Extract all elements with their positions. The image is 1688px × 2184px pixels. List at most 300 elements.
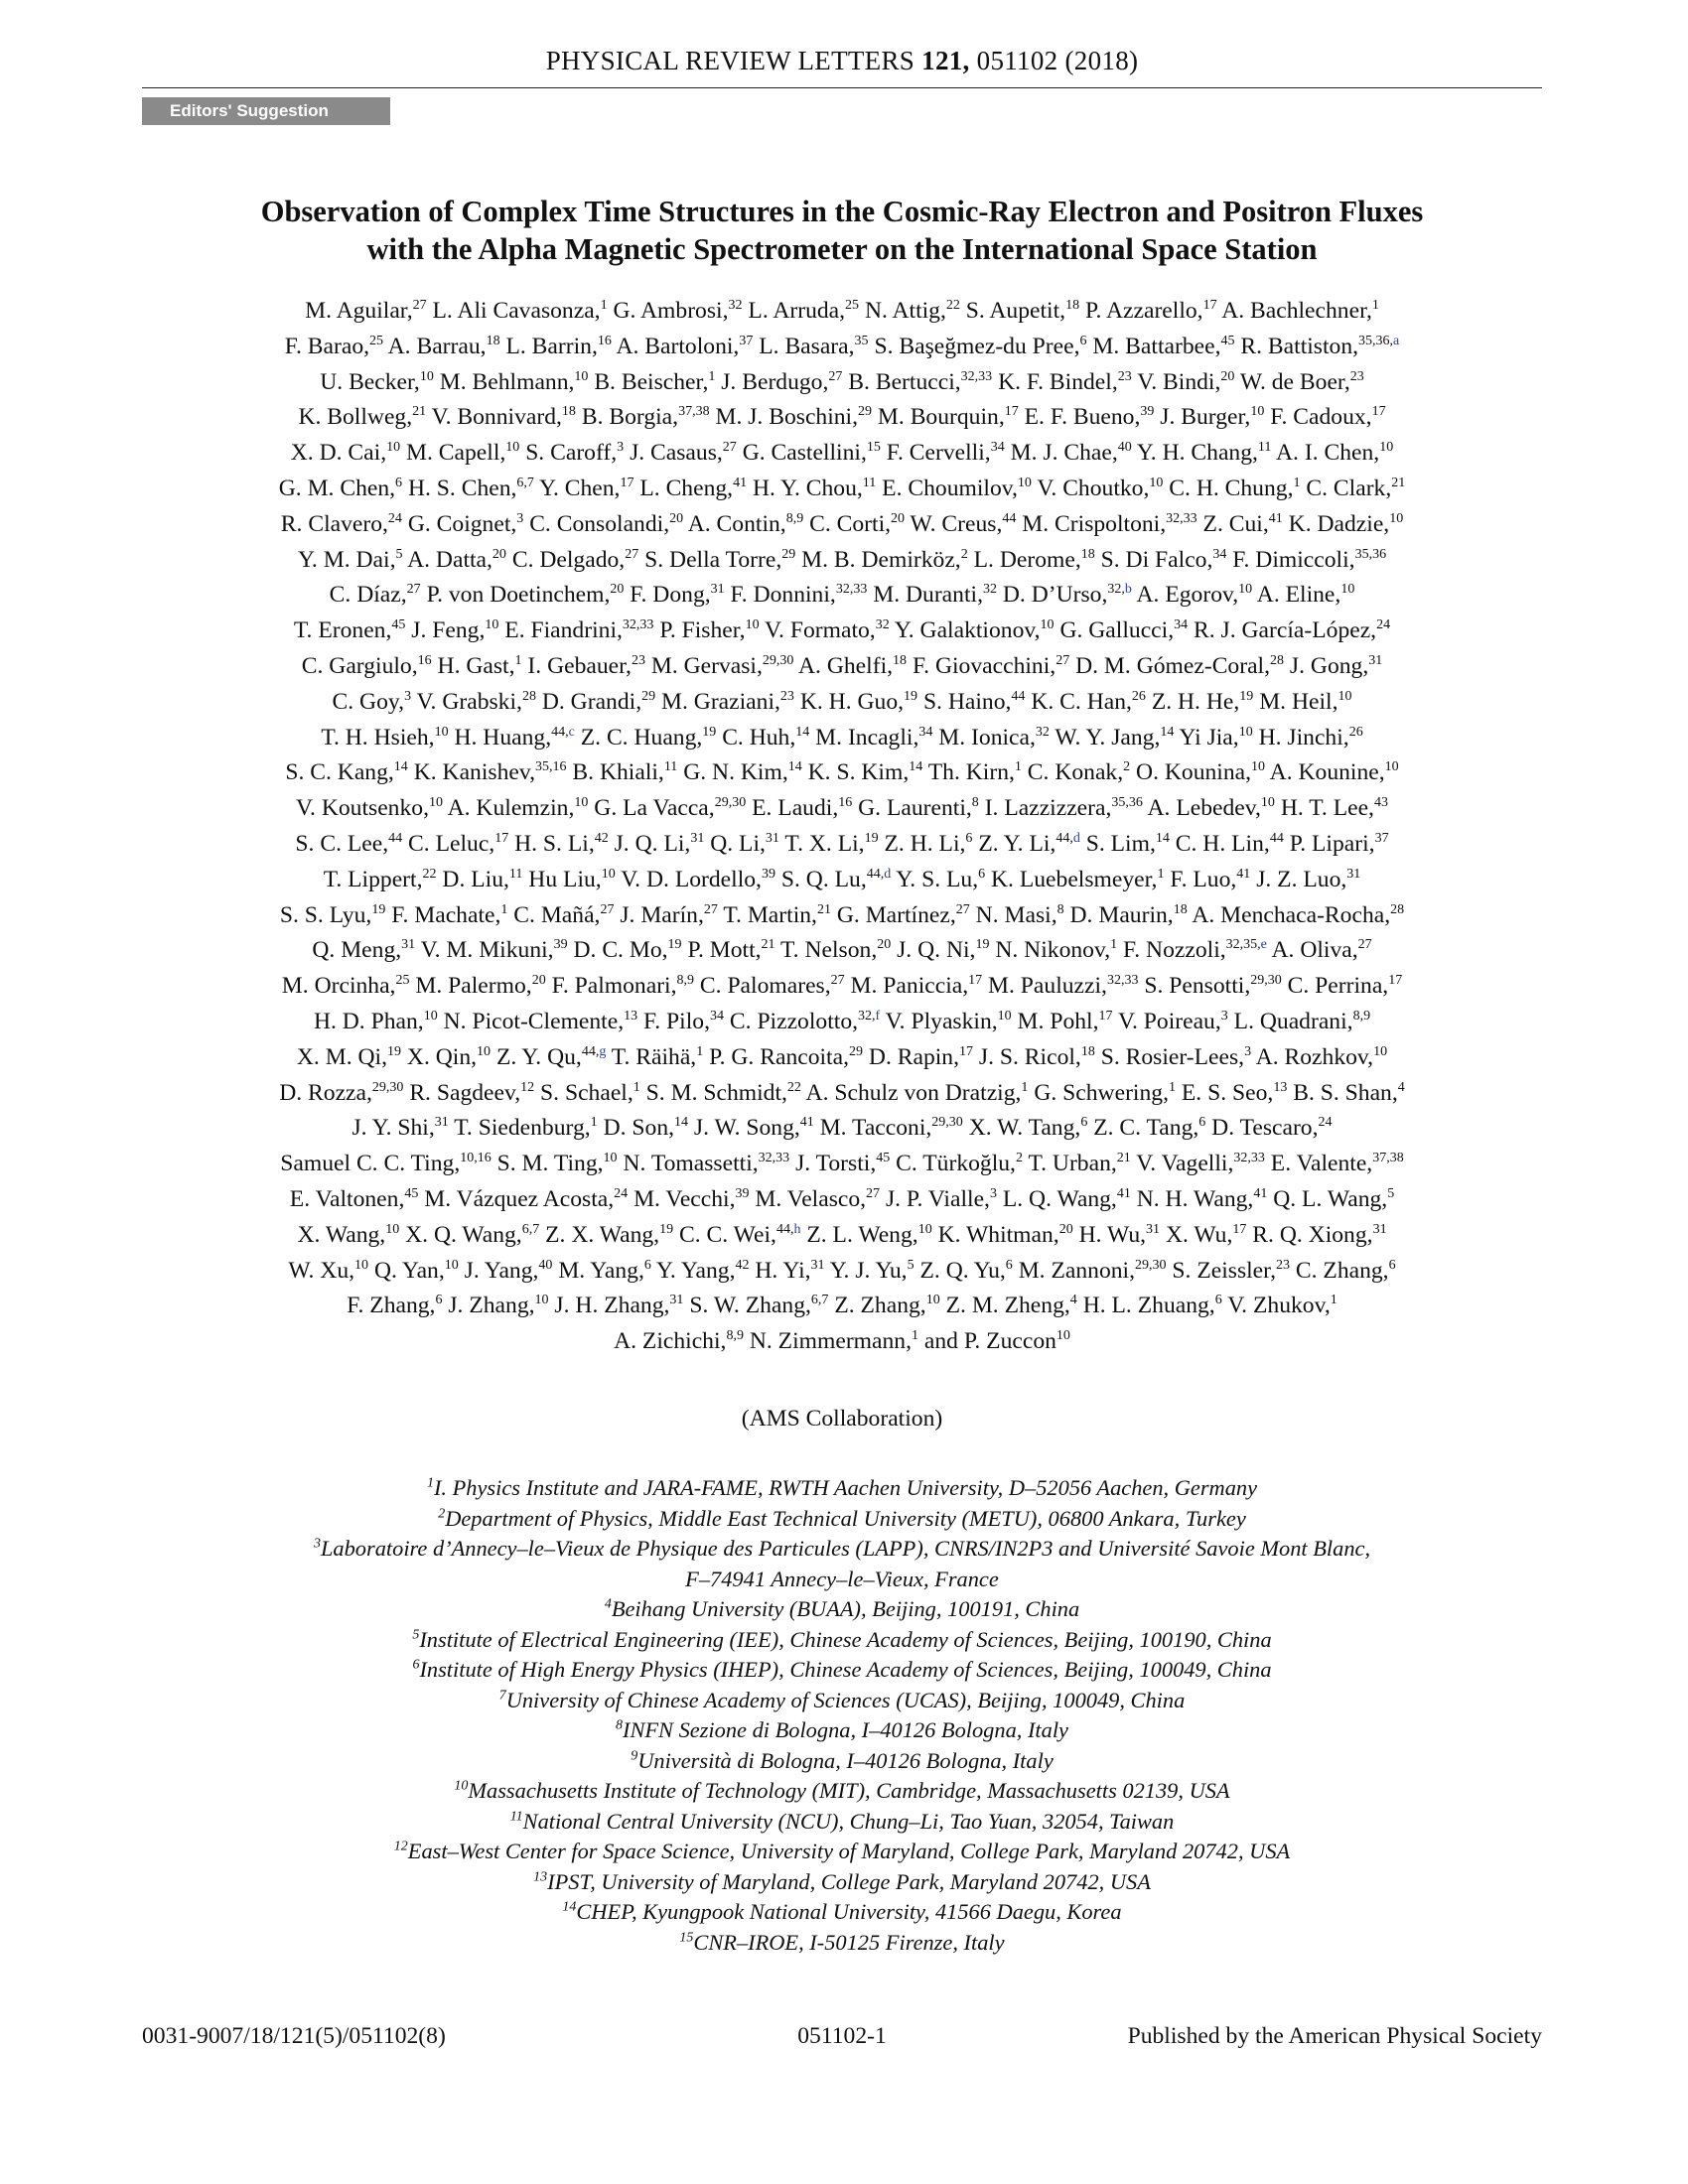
author-name: L. Barrin,: [505, 333, 598, 359]
author-line: [142, 294, 1542, 330]
author-affiliation-marker: 35,36,a: [1358, 333, 1400, 348]
footnote-link[interactable]: b: [1124, 582, 1132, 598]
author-line: [142, 543, 1542, 579]
author-affiliation-marker: 24: [1318, 1115, 1333, 1131]
author-affiliation-marker: 27: [703, 901, 718, 917]
author-name: Q. Yan,: [373, 1257, 445, 1284]
author-affiliation-marker: 8,9: [785, 510, 804, 526]
author-affiliation-marker: 41: [1253, 1186, 1268, 1202]
author-name: E. F. Bueno,: [1024, 404, 1141, 431]
author-affiliation-marker: 1: [590, 1115, 598, 1131]
author-name: M. Aguilar,: [305, 298, 413, 324]
author-affiliation-marker: 29: [781, 546, 796, 562]
affiliation-text: Department of Physics, Middle East Technical University (METU), 06800 Ankara, Turkey: [445, 1505, 1246, 1531]
author-affiliation-marker: 23: [1275, 1257, 1290, 1273]
author-line: [142, 400, 1542, 436]
author-name: L. Q. Wang,: [1002, 1185, 1117, 1212]
author-line: [142, 472, 1542, 507]
author-name: M. Yang,: [558, 1257, 644, 1284]
author-name: V. Choutko,: [1037, 475, 1150, 501]
affiliation-number: 12: [393, 1839, 408, 1854]
affiliation-text: I. Physics Institute and JARA-FAME, RWTH Aachen University, D–52056 Aachen, Germany: [433, 1475, 1258, 1500]
paper-title: [142, 193, 1542, 268]
author-name: K. Kanishev,: [413, 759, 536, 786]
author-affiliation-marker: 14: [393, 759, 408, 775]
author-affiliation-marker: 8: [971, 795, 979, 811]
author-name: K. H. Guo,: [799, 688, 905, 715]
affiliation-number: 10: [454, 1778, 469, 1794]
author-name: U. Becker,: [320, 368, 420, 395]
author-affiliation-marker: 17: [968, 973, 983, 989]
author-affiliation-marker: 10: [534, 1293, 549, 1308]
author-affiliation-marker: 35,16: [535, 759, 567, 775]
author-name: S. Q. Lu,: [780, 866, 867, 892]
affiliation-number: 9: [631, 1748, 638, 1764]
author-name: B. Khiali,: [572, 759, 664, 786]
author-name: M. Graziani,: [661, 688, 780, 715]
editors-suggestion-badge: Editors' Suggestion: [142, 97, 390, 125]
author-name: K. Whitman,: [937, 1221, 1059, 1248]
author-affiliation-marker: 27: [1357, 937, 1372, 953]
author-affiliation-marker: 17: [1098, 1009, 1113, 1024]
author-name: M. Incagli,: [815, 724, 919, 751]
author-name: G. La Vacca,: [594, 795, 715, 822]
author-affiliation-marker: 6: [643, 1257, 651, 1273]
author-name: V. Bonnivard,: [431, 404, 562, 431]
author-affiliation-marker: 32: [982, 582, 997, 598]
author-affiliation-marker: 44,g: [581, 1043, 607, 1059]
author-name: C. Clark,: [1306, 475, 1392, 501]
author-affiliation-marker: 18: [1173, 901, 1188, 917]
author-name: H. Y. Chou,: [752, 475, 863, 501]
author-affiliation-marker: 19: [659, 1221, 674, 1237]
author-affiliation-marker: 25: [845, 298, 860, 314]
author-affiliation-marker: 29,30: [1250, 973, 1282, 989]
author-affiliation-marker: 6,7: [516, 476, 534, 491]
collaboration-name: (AMS Collaboration): [741, 1406, 943, 1432]
author-affiliation-marker: 3: [1220, 1009, 1228, 1024]
author-name: J. Torsti,: [795, 1151, 877, 1177]
author-affiliation-marker: 44: [1011, 688, 1026, 704]
author-affiliation-marker: 31: [765, 831, 779, 847]
author-name: S. Pensotti,: [1144, 973, 1251, 1000]
author-name: Z. M. Zheng,: [945, 1293, 1070, 1319]
author-affiliation-marker: 27: [1055, 653, 1070, 669]
affiliation-text: IPST, University of Maryland, College Park, Maryland 20742, USA: [547, 1868, 1151, 1894]
author-name: K. Luebelsmeyer,: [991, 866, 1158, 892]
author-affiliation-marker: 17: [1202, 298, 1217, 314]
author-name: J. Q. Li,: [614, 830, 691, 857]
author-affiliation-marker: 41: [799, 1115, 814, 1131]
affiliation-line: [142, 1807, 1542, 1838]
author-name: M. Capell,: [406, 440, 506, 467]
author-affiliation-marker: 35,36: [1354, 546, 1387, 562]
author-affiliation-marker: 40: [1117, 440, 1132, 456]
author-name: C. H. Chung,: [1169, 475, 1294, 501]
author-name: R. Battiston,: [1240, 333, 1359, 359]
footnote-link[interactable]: f: [875, 1009, 881, 1024]
author-name: F. Nozzoli,: [1123, 937, 1226, 964]
author-name: Q. Li,: [710, 830, 766, 857]
author-affiliation-marker: 29,30: [762, 653, 794, 669]
author-line: [142, 1218, 1542, 1254]
affiliation-text: University of Chinese Academy of Sciences (UCAS), Beijing, 100049, China: [505, 1687, 1186, 1712]
author-affiliation-marker: 31: [401, 937, 416, 953]
author-name: T. Räihä,: [611, 1043, 697, 1070]
author-name: M. Pauluzzi,: [988, 973, 1107, 1000]
footnote-link[interactable]: h: [793, 1221, 801, 1237]
author-line: [142, 1182, 1542, 1218]
affiliation-line: [142, 1473, 1542, 1504]
footnote-link[interactable]: d: [1072, 831, 1080, 847]
affiliation-line: [142, 1867, 1542, 1898]
author-affiliation-marker: 10: [1238, 582, 1253, 598]
author-name: T. H. Hsieh,: [321, 724, 435, 751]
author-affiliation-marker: 12: [520, 1079, 535, 1095]
footnote-link[interactable]: c: [568, 724, 575, 740]
author-affiliation-marker: 10: [917, 1221, 932, 1237]
author-affiliation-marker: 19: [667, 937, 682, 953]
author-name: V. Vagelli,: [1136, 1151, 1234, 1177]
affiliation-list: [142, 1473, 1542, 1958]
author-affiliation-marker: 21: [816, 901, 831, 917]
affiliation-number: 14: [562, 1899, 577, 1915]
author-affiliation-marker: 6: [1005, 1257, 1013, 1273]
author-affiliation-marker: 10: [1373, 1043, 1388, 1059]
author-affiliation-marker: 23: [1117, 368, 1132, 384]
author-affiliation-marker: 6: [978, 866, 986, 882]
author-name: A. Ghelfi,: [798, 652, 894, 679]
affiliation-number: 4: [604, 1596, 612, 1612]
author-name: S. Başeğmez-du Pree,: [874, 333, 1080, 359]
author-name: M. Crispoltoni,: [1022, 510, 1167, 537]
author-name: M. Pohl,: [1017, 1008, 1099, 1034]
author-affiliation-marker: 10: [1040, 617, 1055, 633]
author-name: S. Aupetit,: [965, 298, 1066, 324]
author-name: H. Jinchi,: [1258, 724, 1349, 751]
author-name: T. Lippert,: [323, 866, 423, 892]
author-name: M. Duranti,: [873, 582, 983, 609]
author-line: [142, 436, 1542, 472]
author-name: G. Schwering,: [1034, 1079, 1169, 1106]
author-name: T. Siedenburg,: [454, 1115, 591, 1142]
author-affiliation-marker: 20: [669, 510, 684, 526]
author-name: G. Laurenti,: [858, 795, 972, 822]
affiliation-line: [142, 1746, 1542, 1777]
author-name: D. D’Urso,: [1002, 582, 1108, 609]
footer-doi-code: 0031-9007/18/121(5)/051102(8): [142, 2023, 446, 2049]
author-affiliation-marker: 6,7: [521, 1221, 540, 1237]
author-name: Y. M. Dai,: [297, 546, 396, 573]
author-name: Z. H. He,: [1151, 688, 1240, 715]
author-affiliation-marker: 10: [1017, 476, 1032, 491]
author-name: V. Bindi,: [1137, 368, 1221, 395]
author-name: T. Urban,: [1028, 1151, 1117, 1177]
author-name: M. Bourquin,: [877, 404, 1005, 431]
author-affiliation-marker: 32,33: [1166, 510, 1197, 526]
author-name: L. Arruda,: [748, 298, 846, 324]
author-affiliation-marker: 18: [893, 653, 908, 669]
author-name: T. X. Li,: [784, 830, 865, 857]
author-name: Samuel C. C. Ting,: [280, 1151, 461, 1177]
author-name: M. J. Boschini,: [715, 404, 859, 431]
affiliation-text: Beihang University (BUAA), Beijing, 100191, China: [611, 1596, 1080, 1621]
author-name: S. Caroff,: [525, 440, 618, 467]
affiliation-line: [142, 1565, 1542, 1595]
author-name: A. Rozhkov,: [1255, 1043, 1374, 1070]
author-name: G. Martínez,: [836, 901, 956, 928]
affiliation-text: Massachusetts Institute of Technology (MIT), Cambridge, Massachusetts 02139, USA: [468, 1778, 1230, 1803]
author-name: G. Gallucci,: [1059, 617, 1175, 644]
author-affiliation-marker: 10: [1340, 582, 1355, 598]
affiliation-text: CHEP, Kyungpook National University, 41566 Daegu, Korea: [576, 1899, 1122, 1924]
author-affiliation-marker: 44: [388, 831, 403, 847]
author-affiliation-marker: 22: [422, 866, 437, 882]
author-name: G. Coignet,: [407, 510, 517, 537]
author-name: C. H. Lin,: [1175, 830, 1270, 857]
author-affiliation-marker: 29,30: [714, 795, 747, 811]
author-affiliation-marker: 16: [417, 653, 432, 669]
author-affiliation-marker: 1: [600, 298, 608, 314]
author-name: C. Konak,: [1027, 759, 1124, 786]
author-affiliation-marker: 18: [1065, 298, 1080, 314]
title-line-1: Observation of Complex Time Structures in the Cosmic-Ray Electron and Positron Fluxes: [260, 195, 1424, 228]
author-affiliation-marker: 27: [412, 298, 427, 314]
author-name: S. Zeissler,: [1172, 1257, 1276, 1284]
author-affiliation-marker: 2: [1123, 759, 1131, 775]
author-affiliation-marker: 10: [505, 440, 520, 456]
author-affiliation-marker: 29,30: [371, 1079, 404, 1095]
author-affiliation-marker: 20: [1058, 1221, 1073, 1237]
author-name: E. Valtonen,: [289, 1185, 405, 1212]
affiliation-line: [142, 1776, 1542, 1807]
author-line: [142, 1147, 1542, 1182]
footnote-link[interactable]: e: [1260, 937, 1267, 953]
author-name: J. Y. Shi,: [352, 1115, 435, 1142]
author-affiliation-marker: 44,c: [551, 724, 575, 740]
author-affiliation-marker: 41: [733, 476, 748, 491]
author-name: J. W. Song,: [693, 1115, 800, 1142]
author-affiliation-marker: 27: [625, 546, 639, 562]
author-affiliation-marker: 20: [1220, 368, 1235, 384]
author-name: S. Haino,: [922, 688, 1012, 715]
affiliation-text: INFN Sezione di Bologna, I–40126 Bologna, Italy: [622, 1717, 1068, 1742]
affiliation-line: [142, 1655, 1542, 1686]
author-affiliation-marker: 44,d: [866, 866, 892, 882]
author-name: F. Dong,: [630, 582, 711, 609]
author-name: Z. Y. Li,: [978, 830, 1056, 857]
author-affiliation-marker: 20: [492, 546, 506, 562]
author-affiliation-marker: 42: [594, 831, 609, 847]
author-affiliation-marker: 10: [1055, 1328, 1070, 1344]
affiliation-text: National Central University (NCU), Chung–Li, Tao Yuan, 32054, Taiwan: [522, 1808, 1175, 1834]
affiliation-number: 1: [426, 1475, 434, 1491]
author-affiliation-marker: 29: [641, 688, 656, 704]
author-affiliation-marker: 17: [1388, 973, 1403, 989]
author-name: H. D. Phan,: [313, 1008, 424, 1034]
author-name: X. D. Cai,: [290, 440, 387, 467]
author-name: E. Choumilov,: [882, 475, 1018, 501]
author-affiliation-marker: 6: [435, 1293, 443, 1308]
author-name: F. Luo,: [1170, 866, 1237, 892]
author-name: C. Leluc,: [408, 830, 495, 857]
author-affiliation-marker: 10: [434, 724, 449, 740]
author-name: L. Basara,: [759, 333, 855, 359]
author-affiliation-marker: 18: [1080, 1043, 1095, 1059]
author-name: X. Q. Wang,: [405, 1221, 522, 1248]
author-affiliation-marker: 2: [960, 546, 968, 562]
author-affiliation-marker: 10: [385, 1221, 400, 1237]
author-name: A. I. Chen,: [1276, 440, 1380, 467]
author-affiliation-marker: 10: [1250, 404, 1265, 420]
author-name: A. Schulz von Dratzig,: [805, 1079, 1022, 1106]
author-name: F. Machate,: [391, 901, 501, 928]
author-name: A. Contin,: [687, 510, 786, 537]
author-name: Y. Galaktionov,: [894, 617, 1041, 644]
author-name: H. S. Li,: [514, 830, 595, 857]
author-affiliation-marker: 43: [1373, 795, 1388, 811]
author-affiliation-marker: 23: [631, 653, 645, 669]
author-affiliation-marker: 19: [904, 688, 918, 704]
author-affiliation-marker: 32,f: [858, 1009, 881, 1024]
author-name: S. Schael,: [540, 1079, 633, 1106]
author-line: [142, 1254, 1542, 1290]
author-affiliation-marker: 39: [735, 1186, 750, 1202]
author-affiliation-marker: 10: [1149, 476, 1164, 491]
author-affiliation-marker: 41: [1116, 1186, 1131, 1202]
author-affiliation-marker: 45: [1220, 333, 1235, 348]
author-affiliation-marker: 34: [990, 440, 1005, 456]
author-name: A. Barrau,: [387, 333, 487, 359]
author-name: I. Lazzizzera,: [984, 795, 1112, 822]
author-affiliation-marker: 37: [1374, 831, 1389, 847]
author-affiliation-marker: 37: [739, 333, 754, 348]
author-affiliation-marker: 16: [597, 333, 612, 348]
author-line: [142, 1289, 1542, 1324]
author-line: [142, 578, 1542, 614]
author-name: A. Lebedev,: [1147, 795, 1261, 822]
affiliation-number: 6: [412, 1657, 420, 1673]
author-name: M. Ionica,: [938, 724, 1036, 751]
author-affiliation-marker: 20: [891, 510, 906, 526]
author-affiliation-marker: 31: [1346, 866, 1361, 882]
author-name: Q. Meng,: [312, 937, 402, 964]
affiliation-text: Institute of High Energy Physics (IHEP), Chinese Academy of Sciences, Beijing, 100049, China: [419, 1657, 1272, 1682]
author-affiliation-marker: 10: [423, 1009, 438, 1024]
author-affiliation-marker: 1: [1110, 937, 1118, 953]
author-name: J. Q. Ni,: [897, 937, 976, 964]
author-name: G. N. Kim,: [683, 759, 788, 786]
author-name: N. Attig,: [864, 298, 946, 324]
author-name: N. H. Wang,: [1136, 1185, 1254, 1212]
journal-name: PHYSICAL REVIEW LETTERS: [545, 46, 915, 75]
author-affiliation-marker: 8,9: [1352, 1009, 1371, 1024]
author-affiliation-marker: 41: [1268, 510, 1283, 526]
author-name: D. Tescaro,: [1211, 1115, 1319, 1142]
author-affiliation-marker: 1: [1157, 866, 1165, 882]
author-name: A. Kulemzin,: [447, 795, 575, 822]
author-name: S. W. Zhang,: [689, 1293, 811, 1319]
author-name: M. Vázquez Acosta,: [424, 1185, 615, 1212]
author-name: X. W. Tang,: [968, 1115, 1081, 1142]
author-affiliation-marker: 6: [1198, 1115, 1206, 1131]
author-affiliation-marker: 6,7: [810, 1293, 829, 1308]
affiliation-line: [142, 1594, 1542, 1625]
author-affiliation-marker: 3: [989, 1186, 997, 1202]
affiliation-number: 8: [615, 1717, 623, 1733]
author-affiliation-marker: 27: [830, 973, 845, 989]
author-affiliation-marker: 34: [1174, 617, 1189, 633]
author-line: [142, 969, 1542, 1005]
author-affiliation-marker: 10: [386, 440, 401, 456]
author-name: J. Yang,: [464, 1257, 539, 1284]
author-affiliation-marker: 25: [369, 333, 384, 348]
author-affiliation-marker: 19: [864, 831, 879, 847]
author-affiliation-marker: 10: [428, 795, 443, 811]
author-name: N. Picot-Clemente,: [443, 1008, 625, 1034]
author-name: S. C. Kang,: [285, 759, 394, 786]
footnote-link[interactable]: g: [599, 1043, 607, 1059]
author-affiliation-marker: 44,h: [775, 1221, 801, 1237]
author-affiliation-marker: 10: [1238, 724, 1253, 740]
author-name: G. Ambrosi,: [613, 298, 729, 324]
author-line: [142, 1040, 1542, 1076]
author-name: S. Rosier-Lees,: [1100, 1043, 1245, 1070]
author-name: H. Wu,: [1078, 1221, 1147, 1248]
author-affiliation-marker: 18: [486, 333, 500, 348]
journal-volume: 121,: [921, 46, 970, 75]
author-name: M. Palermo,: [415, 973, 532, 1000]
author-name: S. M. Ting,: [496, 1151, 604, 1177]
author-affiliation-marker: 1: [514, 653, 522, 669]
author-affiliation-marker: 18: [561, 404, 576, 420]
footnote-link[interactable]: d: [884, 866, 892, 882]
author-name: M. Tacconi,: [819, 1115, 932, 1142]
author-name: L. Ali Cavasonza,: [432, 298, 601, 324]
author-name: E. Fiandrini,: [504, 617, 623, 644]
author-name: D. Grandi,: [541, 688, 642, 715]
author-name: Y. J. Yu,: [829, 1257, 908, 1284]
author-name: I. Gebauer,: [527, 652, 632, 679]
author-affiliation-marker: 29,30: [931, 1115, 963, 1131]
footnote-link[interactable]: a: [1393, 333, 1400, 348]
author-name: P. Azzarello,: [1084, 298, 1203, 324]
author-affiliation-marker: 5: [1387, 1186, 1395, 1202]
author-name: M. Zannoni,: [1018, 1257, 1135, 1284]
author-affiliation-marker: 10: [1389, 510, 1404, 526]
author-affiliation-marker: 14: [787, 759, 802, 775]
author-affiliation-marker: 24: [387, 510, 402, 526]
author-affiliation-marker: 13: [624, 1009, 638, 1024]
author-name: D. Son,: [603, 1115, 675, 1142]
author-affiliation-marker: 31: [1368, 653, 1383, 669]
author-name: M. Orcinha,: [281, 973, 396, 1000]
author-affiliation-marker: 29: [849, 1043, 863, 1059]
author-affiliation-marker: 8,9: [726, 1328, 744, 1344]
author-affiliation-marker: 6: [1388, 1257, 1396, 1273]
author-name: Z. X. Wang,: [545, 1221, 660, 1248]
author-affiliation-marker: 24: [1376, 617, 1391, 633]
author-affiliation-marker: 13: [1273, 1079, 1288, 1095]
author-name: R. Clavero,: [280, 510, 388, 537]
author-affiliation-marker: 22: [945, 298, 960, 314]
author-name: C. C. Wei,: [678, 1221, 776, 1248]
author-affiliation-marker: 10,16: [460, 1151, 492, 1166]
author-name: Y. Chen,: [538, 475, 621, 501]
author-affiliation-marker: 34: [1212, 546, 1227, 562]
author-name: R. Q. Xiong,: [1252, 1221, 1373, 1248]
author-affiliation-marker: 37,38: [678, 404, 710, 420]
